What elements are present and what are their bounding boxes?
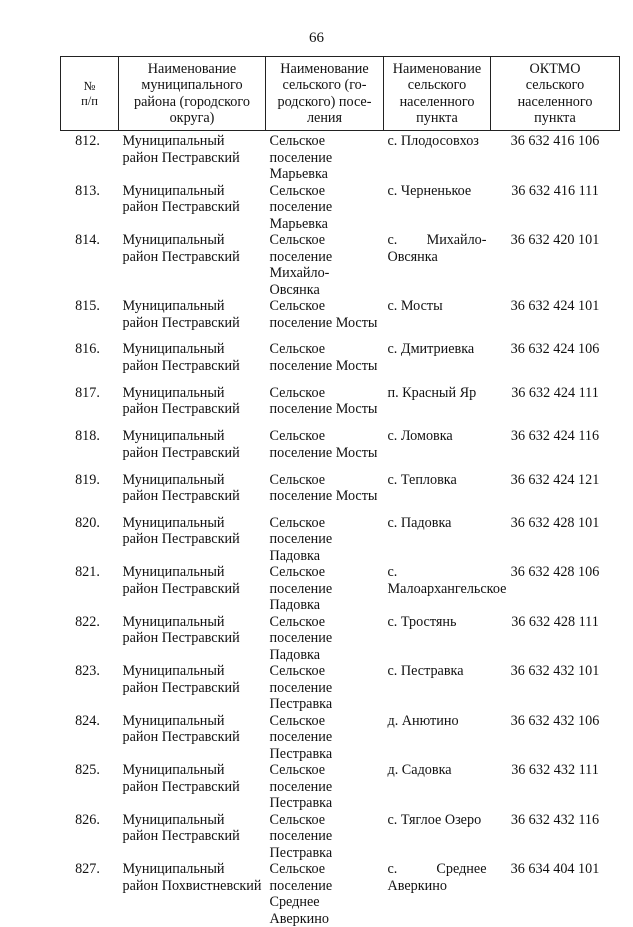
table-row: [61, 385, 620, 428]
row-locality: д. Анютино: [387, 712, 459, 729]
row-settlement: Сельское поселение Мосты: [269, 298, 378, 331]
page-number: 66: [309, 30, 324, 46]
row-oktmo: 36 632 416 106: [510, 133, 600, 149]
row-municipality: Муниципальный район Пестравский: [122, 471, 240, 505]
row-oktmo: 36 632 420 101: [510, 232, 600, 248]
row-number: 815.: [75, 298, 100, 314]
row-oktmo: 36 632 432 116: [510, 811, 600, 828]
row-municipality: Муниципальный район Пестравский: [122, 298, 240, 331]
table-row: [61, 428, 620, 471]
row-locality: с. Плодосовхоз: [387, 133, 479, 149]
row-number: 813.: [75, 182, 100, 199]
row-municipality: Муниципальный район Пестравский: [122, 341, 240, 374]
row-number: 819.: [75, 471, 100, 488]
row-settlement: Сельское поселение Мосты: [269, 384, 378, 418]
table-row: [61, 298, 620, 341]
row-locality: с. Тепловка: [387, 471, 457, 488]
row-number: 816.: [75, 341, 100, 358]
row-settlement: Сельское поселение Падовка: [269, 514, 333, 564]
row-municipality: Муниципальный район Пестравский: [122, 663, 240, 696]
row-locality: п. Красный Яр: [387, 384, 477, 401]
row-settlement: Сельское поселение Пестравка: [269, 811, 333, 861]
row-settlement: Сельское поселение Падовка: [269, 564, 333, 614]
row-oktmo: 36 632 432 106: [510, 712, 600, 729]
table-row: [61, 472, 620, 515]
row-municipality: Муниципальный район Пестравский: [122, 514, 240, 548]
row-settlement: Сельское поселение Марьевка: [269, 133, 333, 182]
table-row: [61, 762, 620, 812]
table-header-row: [61, 57, 620, 131]
table-row: [61, 515, 620, 565]
header-oktmo: ОКТМО сельского населенного пункта: [491, 57, 620, 131]
row-number: 826.: [75, 811, 100, 828]
header-settlement: Наименование сельского (го- родского) посе- ления: [266, 57, 384, 131]
row-municipality: Муниципальный район Пестравский: [122, 811, 240, 845]
row-locality: с. Среднее Аверкино: [387, 861, 487, 894]
row-locality: с. Пестравка: [387, 663, 464, 680]
row-municipality: Муниципальный район Похвистневский: [122, 861, 262, 894]
row-number: 827.: [75, 861, 100, 878]
row-oktmo: 36 632 432 101: [510, 663, 600, 680]
row-number: 820.: [75, 514, 100, 531]
row-oktmo: 36 632 424 106: [510, 341, 600, 358]
row-settlement: Сельское поселение Падовка: [269, 613, 333, 663]
row-locality: с. Дмитриевка: [387, 341, 475, 358]
row-settlement: Сельское поселение Пестравка: [269, 712, 333, 762]
row-oktmo: 36 632 432 111: [511, 762, 599, 779]
row-oktmo: 36 632 424 111: [511, 384, 599, 401]
table-row: [61, 663, 620, 713]
row-number: 821.: [75, 564, 100, 581]
row-number: 824.: [75, 712, 100, 729]
row-locality: с. Тростянь: [387, 613, 457, 630]
row-oktmo: 36 632 424 101: [510, 298, 600, 314]
row-number: 822.: [75, 613, 100, 630]
oktmo-table: [60, 56, 620, 927]
row-locality: д. Садовка: [387, 762, 452, 779]
row-oktmo: 36 632 416 111: [511, 182, 599, 199]
row-number: 823.: [75, 663, 100, 680]
row-locality: с. Ломовка: [387, 428, 453, 445]
row-locality: с. Черненькое: [387, 182, 472, 199]
table-row: [61, 341, 620, 384]
row-oktmo: 36 632 428 101: [510, 514, 600, 531]
table-row: [61, 564, 620, 614]
row-municipality: Муниципальный район Пестравский: [122, 384, 240, 418]
table-row: [61, 713, 620, 763]
row-locality: с. Падовка: [387, 514, 452, 531]
row-settlement: Сельское поселение Пестравка: [269, 663, 333, 713]
header-num: № п/п: [61, 57, 119, 131]
header-locality: Наименование сельского населенного пункта: [384, 57, 491, 131]
row-oktmo: 36 634 404 101: [510, 861, 600, 878]
row-municipality: Муниципальный район Пестравский: [122, 613, 240, 647]
row-locality: с. Тяглое Озеро: [387, 811, 482, 828]
row-municipality: Муниципальный район Пестравский: [122, 182, 240, 215]
row-settlement: Сельское поселение Мосты: [269, 341, 378, 374]
row-number: 818.: [75, 428, 100, 445]
row-number: 825.: [75, 762, 100, 779]
row-oktmo: 36 632 424 116: [510, 428, 600, 445]
table-row: [61, 812, 620, 862]
row-municipality: Муниципальный район Пестравский: [122, 428, 240, 461]
row-oktmo: 36 632 424 121: [510, 471, 600, 488]
row-number: 814.: [75, 232, 100, 248]
row-municipality: Муниципальный район Пестравский: [122, 762, 240, 795]
row-settlement: Сельское поселение Михайло-Овсянка: [269, 232, 333, 298]
row-municipality: Муниципальный район Пестравский: [122, 232, 240, 265]
row-municipality: Муниципальный район Пестравский: [122, 712, 240, 746]
row-oktmo: 36 632 428 111: [511, 613, 599, 630]
row-settlement: Сельское поселение Среднее Аверкино: [269, 861, 333, 927]
table-row: [61, 232, 620, 298]
row-number: 812.: [75, 133, 100, 149]
table-row: [61, 614, 620, 664]
row-settlement: Сельское поселение Мосты: [269, 428, 378, 461]
table-row: [61, 183, 620, 233]
row-municipality: Муниципальный район Пестравский: [122, 133, 240, 166]
row-settlement: Сельское поселение Мосты: [269, 471, 378, 505]
row-settlement: Сельское поселение Пестравка: [269, 762, 333, 812]
row-municipality: Муниципальный район Пестравский: [122, 564, 240, 597]
table-row: [61, 861, 620, 927]
row-locality: с. Михайло-Овсянка: [387, 232, 487, 265]
header-municipality: Наименование муниципального района (городского округа): [119, 57, 266, 131]
row-locality: с. Мосты: [387, 298, 443, 314]
row-locality: с. Малоархангельское: [387, 564, 507, 597]
row-oktmo: 36 632 428 106: [510, 564, 600, 581]
row-number: 817.: [75, 384, 100, 401]
row-settlement: Сельское поселение Марьевка: [269, 182, 333, 232]
table-row: [61, 131, 620, 183]
